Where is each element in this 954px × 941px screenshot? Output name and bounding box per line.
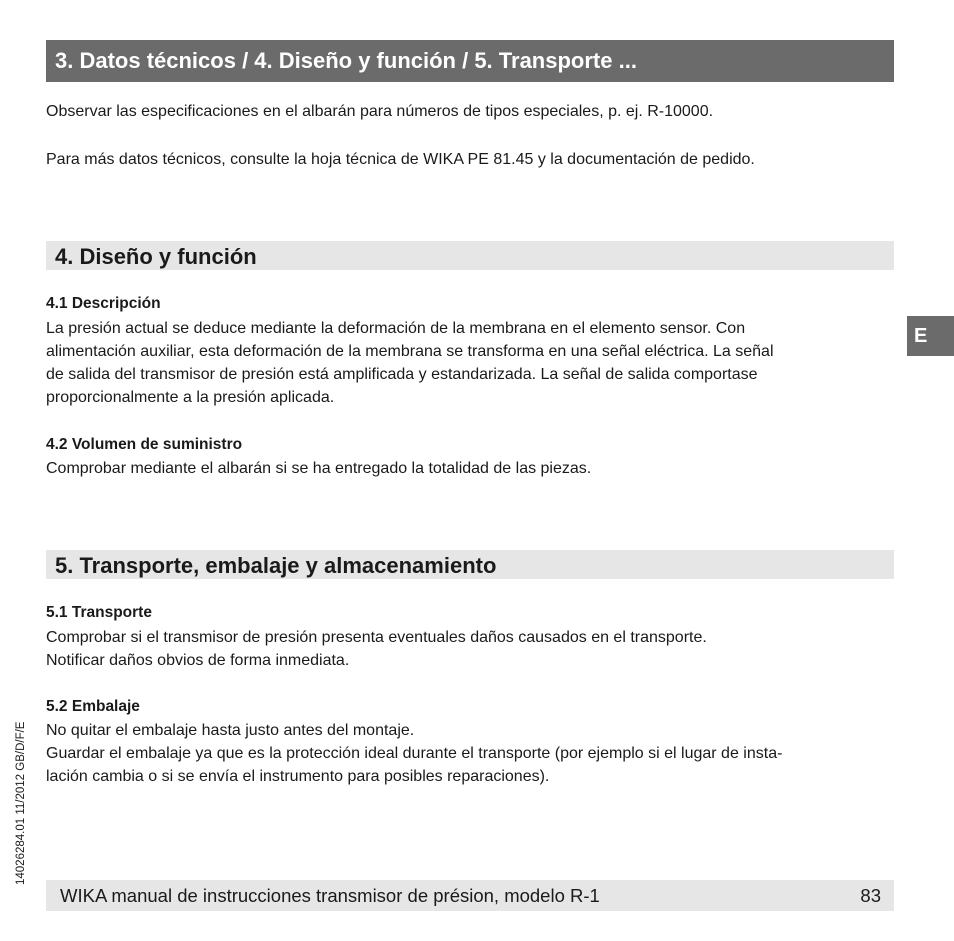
- subsection-5-1-text: [46, 626, 896, 672]
- text-line: Notificar daños obvios de forma inmediata.: [46, 652, 350, 669]
- subsection-5-2-title: 5.2 Embalaje: [46, 698, 140, 715]
- text-line: proporcionalmente a la presión aplicada.: [46, 389, 335, 406]
- text-line: lación cambia o si se envía el instrumento para posibles reparaciones).: [46, 768, 550, 785]
- text-line: de salida del transmisor de presión está amplificada y estandarizada. La señal de salida comportase: [46, 366, 758, 383]
- text-line: Guardar el embalaje ya que es la protección ideal durante el transporte (por ejemplo si el lugar de insta-: [46, 745, 783, 762]
- subsection-4-1-title: 4.1 Descripción: [46, 295, 161, 312]
- page-title: 3. Datos técnicos / 4. Diseño y función / 5. Transporte ...: [46, 40, 894, 82]
- footer-text: WIKA manual de instrucciones transmisor de présion, modelo R-1: [60, 884, 600, 906]
- text-line: La presión actual se deduce mediante la deformación de la membrana en el elemento sensor. Con: [46, 320, 746, 337]
- text-line: Comprobar si el transmisor de presión presenta eventuales daños causados en el transporte.: [46, 629, 707, 646]
- subsection-4-2-title: 4.2 Volumen de suministro: [46, 436, 243, 453]
- subsection-4-2-text: Comprobar mediante el albarán si se ha entregado la totalidad de las piezas.: [46, 460, 592, 477]
- section-5-title: 5. Transporte, embalaje y almacenamiento: [46, 550, 894, 579]
- page-footer: [46, 880, 894, 911]
- subsection-5-1-title: 5.1 Transporte: [46, 604, 152, 621]
- text-line: alimentación auxiliar, esta deformación de la membrana se transforma en una señal eléctrica. La señal: [46, 343, 774, 360]
- subsection-5-2-text: [46, 719, 896, 788]
- subsection-4-1-text: [46, 317, 896, 409]
- language-tab: E: [907, 316, 954, 356]
- section-4-title: 4. Diseño y función: [46, 241, 894, 270]
- intro-paragraph-1: Observar las especificaciones en el albarán para números de tipos especiales, p. ej. R-10000.: [46, 103, 714, 120]
- text-line: No quitar el embalaje hasta justo antes del montaje.: [46, 722, 415, 739]
- document-code: 14026284.01 11/2012 GB/D/F/E: [15, 721, 27, 885]
- page-number: 83: [860, 884, 881, 906]
- intro-paragraph-2: Para más datos técnicos, consulte la hoja técnica de WIKA PE 81.45 y la documentación de pedido.: [46, 151, 755, 168]
